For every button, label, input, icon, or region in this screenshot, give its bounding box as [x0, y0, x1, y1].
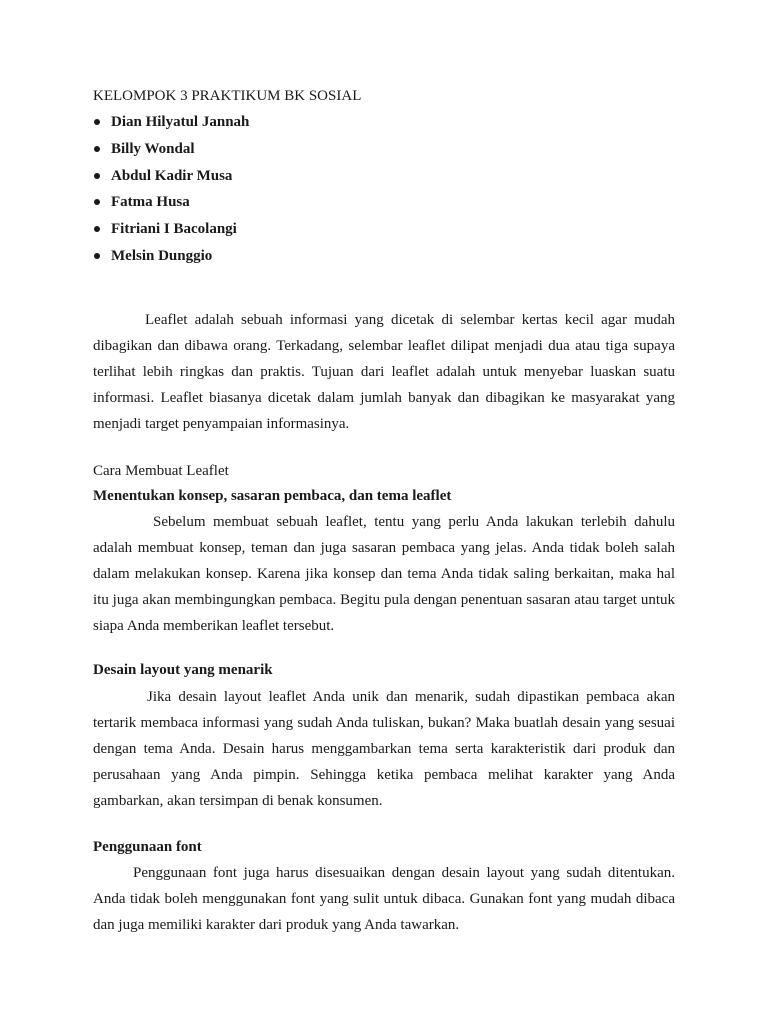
section-heading: Cara Membuat Leaflet	[93, 463, 229, 479]
member-name: Billy Wondal	[111, 140, 195, 157]
bullet-icon	[94, 173, 100, 179]
member-name: Abdul Kadir Musa	[111, 167, 233, 184]
member-item	[93, 112, 249, 139]
member-name: Melsin Dunggio	[111, 247, 213, 264]
intro-paragraph: Leaflet adalah sebuah informasi yang dicetak di selembar kertas kecil agar mudah dibagikan dan dibawa orang. Terkadang, selembar leaflet dilipat menjadi dua atau tiga supaya terlihat lebih ringkas dan praktis. Tujuan dari leaflet adalah untuk menyebar luaskan suatu informasi. Leaflet biasanya dicetak dalam jumlah banyak dan dibagikan ke masyarakat yang menjadi target penyampaian informasinya.	[93, 312, 675, 432]
member-item	[93, 192, 249, 219]
member-item	[93, 246, 249, 273]
member-name: Fatma Husa	[111, 194, 190, 211]
bullet-icon	[94, 199, 100, 205]
paragraph-desain: Jika desain layout leaflet Anda unik dan menarik, sudah dipastikan pembaca akan tertarik membaca informasi yang sudah Anda tuliskan, bukan? Maka buatlah desain yang sesuai dengan tema Anda. Desain harus menggambarkan tema serta karakteristik dari produk dan perusahaan yang Anda pimpin. Sehingga ketika pembaca melihat karakter yang Anda gambarkan, akan tersimpan di benak konsumen.	[93, 689, 675, 809]
subheading-desain: Desain layout yang menarik	[93, 662, 273, 678]
bullet-icon	[94, 253, 100, 259]
member-name: Fitriani I Bacolangi	[111, 221, 237, 238]
paragraph-font: Penggunaan font juga harus disesuaikan dengan desain layout yang sudah ditentukan. Anda tidak boleh menggunakan font yang sulit untuk dibaca. Gunakan font yang mudah dibaca dan juga memiliki karakter dari produk yang Anda tawarkan.	[93, 865, 675, 933]
bullet-icon	[94, 119, 100, 125]
document-page	[93, 0, 675, 1024]
bullet-icon	[94, 226, 100, 232]
document-title: KELOMPOK 3 PRAKTIKUM BK SOSIAL	[93, 88, 362, 104]
member-item	[93, 166, 249, 193]
member-list	[93, 112, 249, 273]
paragraph-konsep: Sebelum membuat sebuah leaflet, tentu yang perlu Anda lakukan terlebih dahulu adalah membuat konsep, teman dan juga sasaran pembaca yang jelas. Anda tidak boleh salah dalam melakukan konsep. Karena jika konsep dan tema Anda tidak saling berkaitan, maka hal itu juga akan membingungkan pembaca. Begitu pula dengan penentuan sasaran atau target untuk siapa Anda memberikan leaflet tersebut.	[93, 514, 675, 634]
subheading-font: Penggunaan font	[93, 839, 202, 855]
member-name: Dian Hilyatul Jannah	[111, 114, 250, 130]
member-item	[93, 219, 249, 246]
bullet-icon	[94, 146, 100, 152]
subheading-konsep: Menentukan konsep, sasaran pembaca, dan tema leaflet	[93, 488, 452, 504]
member-item	[93, 139, 249, 166]
